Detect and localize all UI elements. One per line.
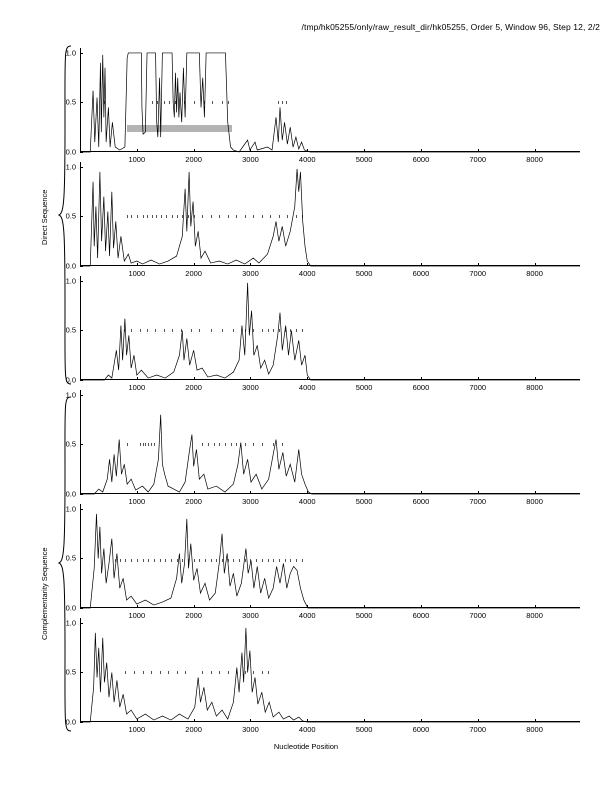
y-tick-label: 0.5 <box>65 97 76 107</box>
x-tick-label: 3000 <box>242 611 259 620</box>
chart-panel <box>65 390 580 506</box>
y-tick-label: 1.0 <box>65 162 76 172</box>
x-tick-label: 7000 <box>469 155 487 164</box>
y-tick-label: 0.0 <box>65 489 76 499</box>
y-tick-label: 0.5 <box>65 211 76 221</box>
y-tick-label: 0.5 <box>65 439 76 449</box>
x-tick-label: 8000 <box>526 269 543 278</box>
y-tick-label: 0.0 <box>65 261 76 271</box>
y-tick-label: 1.0 <box>65 276 76 286</box>
x-tick-label: 1000 <box>128 383 146 392</box>
x-tick-label: 7000 <box>469 725 487 734</box>
y-tick-label: 0.0 <box>65 375 76 385</box>
x-tick-label: 7000 <box>469 611 487 620</box>
y-tick-label: 1.0 <box>65 48 76 58</box>
x-tick-label: 6000 <box>412 155 430 164</box>
x-tick-label: 1000 <box>128 269 146 278</box>
x-tick-label: 8000 <box>526 383 543 392</box>
x-tick-label: 6000 <box>412 725 430 734</box>
x-tick-label: 1000 <box>128 725 146 734</box>
x-tick-label: 4000 <box>298 269 316 278</box>
x-tick-label: 3000 <box>242 497 259 506</box>
x-tick-label: 1000 <box>128 611 146 620</box>
chart-panel <box>65 162 580 278</box>
x-tick-label: 8000 <box>526 611 543 620</box>
x-tick-label: 5000 <box>355 269 373 278</box>
chart-panel <box>65 504 580 620</box>
x-tick-label: 1000 <box>128 155 146 164</box>
x-tick-label: 6000 <box>412 611 430 620</box>
chart-panel <box>65 48 580 164</box>
y-tick-label: 0.5 <box>65 325 76 335</box>
x-tick-label: 5000 <box>355 497 373 506</box>
y-tick-label: 1.0 <box>65 390 76 400</box>
signal-trace <box>80 162 580 266</box>
x-tick-label: 7000 <box>469 497 487 506</box>
xlabel: Nucleotide Position <box>273 742 339 751</box>
x-tick-label: 4000 <box>298 383 316 392</box>
ylabel-complementarity-sequence: Complementarity Sequence <box>40 547 49 640</box>
chart-panel <box>65 276 580 392</box>
x-tick-label: 2000 <box>185 611 202 620</box>
y-tick-label: 1.0 <box>65 504 76 514</box>
y-tick-label: 0.5 <box>65 553 76 563</box>
signal-trace <box>80 390 580 494</box>
signal-trace <box>80 276 580 380</box>
y-tick-label: 0.5 <box>65 667 76 677</box>
y-tick-label: 1.0 <box>65 618 76 628</box>
y-tick-label: 0.0 <box>65 147 76 157</box>
x-tick-label: 4000 <box>298 725 316 734</box>
signal-trace <box>80 618 580 722</box>
x-tick-label: 8000 <box>526 155 543 164</box>
chart-panel <box>65 618 580 734</box>
x-tick-label: 3000 <box>242 269 259 278</box>
x-tick-label: 5000 <box>355 155 373 164</box>
x-tick-label: 7000 <box>469 383 487 392</box>
x-tick-label: 2000 <box>185 155 202 164</box>
x-tick-label: 6000 <box>412 269 430 278</box>
x-tick-label: 4000 <box>298 497 316 506</box>
x-tick-label: 5000 <box>355 611 373 620</box>
y-tick-label: 0.0 <box>65 603 76 613</box>
x-tick-label: 5000 <box>355 725 373 734</box>
x-tick-label: 3000 <box>242 725 259 734</box>
x-tick-label: 3000 <box>242 155 259 164</box>
x-tick-label: 5000 <box>355 383 373 392</box>
x-tick-label: 2000 <box>185 725 202 734</box>
x-tick-label: 6000 <box>412 383 430 392</box>
x-tick-label: 4000 <box>298 155 316 164</box>
signal-trace <box>80 48 580 152</box>
x-tick-label: 2000 <box>185 497 202 506</box>
x-tick-label: 4000 <box>298 611 316 620</box>
x-tick-label: 7000 <box>469 269 487 278</box>
x-tick-label: 1000 <box>128 497 146 506</box>
figure-title: /tmp/hk05255/only/raw_result_dir/hk05255, Order 5, Window 96, Step 12, 2/2 <box>301 22 600 32</box>
x-tick-label: 2000 <box>185 269 202 278</box>
x-tick-label: 8000 <box>526 497 543 506</box>
signal-trace <box>80 504 580 608</box>
x-tick-label: 8000 <box>526 725 543 734</box>
x-tick-label: 2000 <box>185 383 202 392</box>
x-tick-label: 6000 <box>412 497 430 506</box>
y-tick-label: 0.0 <box>65 717 76 727</box>
ylabel-direct-sequence: Direct Sequence <box>40 189 49 245</box>
x-tick-label: 3000 <box>242 383 259 392</box>
